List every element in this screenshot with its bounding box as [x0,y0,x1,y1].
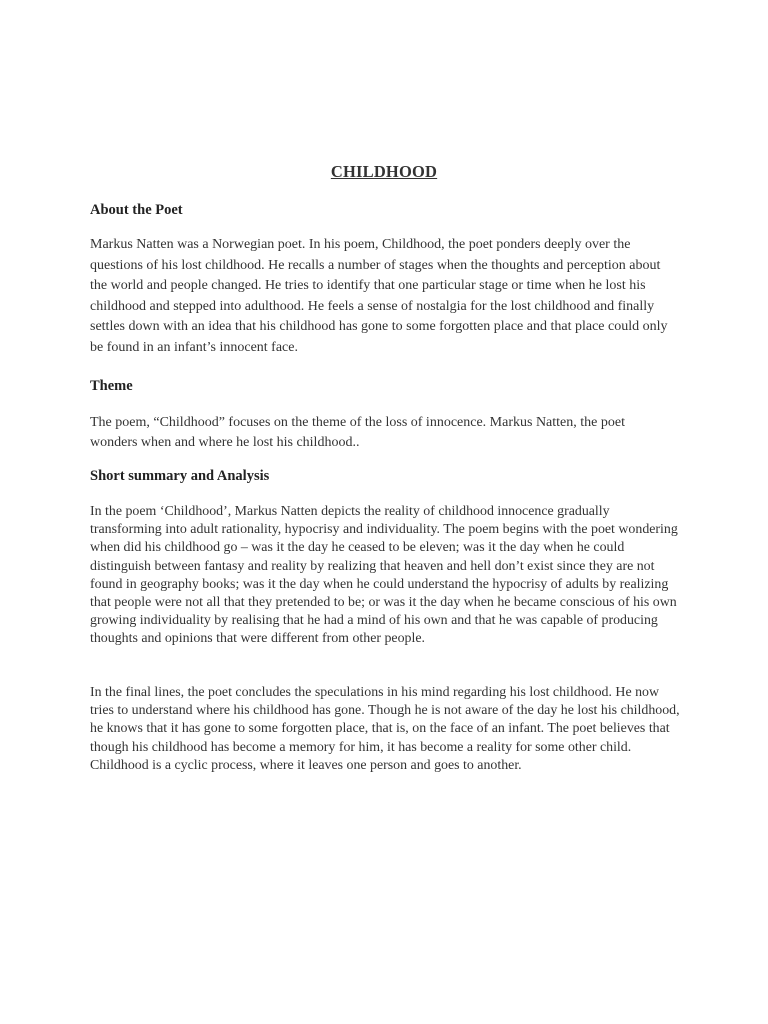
paragraph-summary-2: In the final lines, the poet concludes the speculations in his mind regarding his lost childhood. He now tries to understand where his childhood has gone. Though he is not aware of the day he lost his childhood, he knows that it has gone to some forgotten place, that is, on the face of an infant. The poet believes that though his childhood has become a memory for him, it has become a reality for some other child. Childhood is a cyclic process, where it leaves one person and goes to another. [90,685,680,773]
paragraph-theme: The poem, “Childhood” focuses on the theme of the loss of innocence. Markus Natten, the poet wonders when and where he lost his childhood.. [90,415,625,450]
document-title: CHILDHOOD [330,162,438,181]
heading-about-the-poet: About the Poet [90,202,183,218]
heading-short-summary: Short summary and Analysis [90,468,270,484]
paragraph-summary-1: In the poem ‘Childhood’, Markus Natten depicts the reality of childhood innocence gradually transforming into adult rationality, hypocrisy and individuality. The poem begins with the poet wondering when did his childhood go – was it the day he ceased to be eleven; was it the day when he could distinguish between fantasy and reality by realizing that heaven and hell don’t exist since they are not found in geography books; was it the day when he could understand the hypocrisy of adults by realizing that people were not all that they pretended to be; or was it the day when he became conscious of his own growing individuality by realising that he had a mind of his own and that he was capable of producing thoughts and opinions that were different from other people. [90,504,678,647]
heading-theme: Theme [90,378,133,394]
paragraph-about-the-poet: Markus Natten was a Norwegian poet. In his poem, Childhood, the poet ponders deeply over the questions of his lost childhood. He recalls a number of stages when the thoughts and perception about the world and people changed. He tries to identify that one particular stage or time when he lost his childhood and stepped into adulthood. He feels a sense of nostalgia for the lost childhood and finally settles down with an idea that his childhood has gone to some forgotten place and that place could only be found in an infant’s innocent face. [90,237,668,355]
